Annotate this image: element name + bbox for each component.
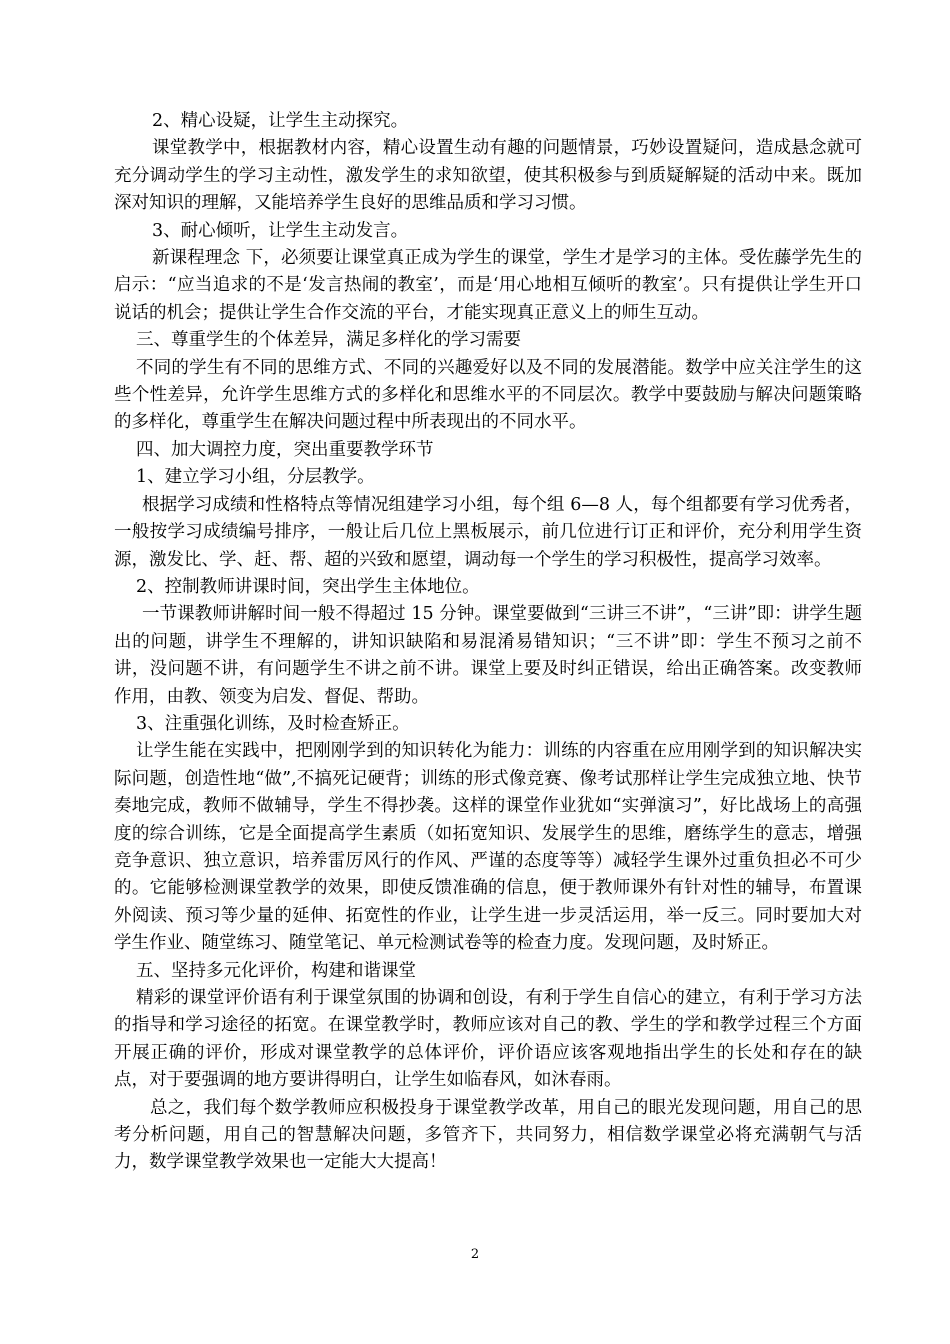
subsection-heading: 3、注重强化训练，及时检查矫正。 (136, 713, 410, 734)
paragraph: 课堂教学中，根据教材内容，精心设置生动有趣的问题情景，巧妙设置疑问，造成悬念就可充分调动学生的学习主动性，激发学生的求知欲望，使其积极参与到质疑解疑的活动中来。既加深对知识的理解，又能培养学生良好的思维品质和学习习惯。 (114, 138, 862, 214)
page-number: 2 (470, 1247, 480, 1262)
paragraph: 不同的学生有不同的思维方式、不同的兴趣爱好以及不同的发展潜能。数学中应关注学生的这些个性差异，允许学生思维方式的多样化和思维水平的不同层次。教学中要鼓励与解决问题策略的多样化，尊重学生在解决问题过程中所表现出的不同水平。 (114, 357, 862, 433)
paragraph: 让学生能在实践中，把刚刚学到的知识转化为能力：训练的内容重在应用刚学到的知识解决实际问题，创造性地“做”,不搞死记硬背；训练的形式像竞赛、像考试那样让学生完成独立地、快节奏地完成，教师不做辅导，学生不得抄袭。这样的课堂作业犹如“实弹演习”，好比战场上的高强度的综合训练，它是全面提高学生素质（如拓宽知识、发展学生的思维，磨练学生的意志，增强竞争意识、独立意识，培养雷厉风行的作风、严谨的态度等等）减轻学生课外过重负担必不可少的。它能够检测课堂教学的效果，即使反馈准确的信息，便于教师课外有针对性的辅导，布置课外阅读、预习等少量的延伸、拓宽性的作业，让学生进一步灵活运用，举一反三。同时要加大对学生作业、随堂练习、随堂笔记、单元检测试卷等的检查力度。发现问题，及时矫正。 (114, 741, 862, 954)
paragraph: 精彩的课堂评价语有利于课堂氛围的协调和创设，有利于学生自信心的建立，有利于学习方法的指导和学习途径的拓宽。在课堂教学时，教师应该对自己的教、学生的学和教学过程三个方面开展正确的评价，形成对课堂教学的总体评价，评价语应该客观地指出学生的长处和存在的缺点，对于要强调的地方要讲得明白，让学生如临春风，如沐春雨。 (114, 988, 862, 1091)
paragraph: 2、精心设疑，让学生主动探究。 (152, 111, 409, 131)
paragraph: 一节课教师讲解时间一般不得超过 15 分钟。课堂要做到“三讲三不讲”，“三讲”即：讲学生题出的问题，讲学生不理解的，讲知识缺陷和易混淆易错知识；“三不讲”即：学生不预习之前不讲，没问题不讲，有问题学生不讲之前不讲。课堂上要及时纠正错误，给出正确答案。改变教师作用，由教、领变为启发、督促、帮助。 (114, 604, 862, 707)
paragraph: 根据学习成绩和性格特点等情况组建学习小组，每个组 6—8 人，每个组都要有学习优秀者，一般按学习成绩编号排序，一般让后几位上黑板展示，前几位进行订正和评价，充分利用学生资源，激发比、学、赶、帮、超的兴致和愿望，调动每一个学生的学习积极性，提高学习效率。 (114, 494, 862, 570)
subsection-heading: 2、控制教师讲课时间，突出学生主体地位。 (136, 576, 480, 597)
section-heading: 五、坚持多元化评价，构建和谐课堂 (136, 960, 416, 981)
section-heading: 四、加大调控力度，突出重要教学环节 (136, 439, 434, 460)
paragraph: 新课程理念 下，必须要让课堂真正成为学生的课堂，学生才是学习的主体。受佐藤学先生的启示：“应当追求的不是‘发言热闹的教室’，而是‘用心地相互倾听的教室’。只有提供让学生开口说话的机会；提供让学生合作交流的平台，才能实现真正意义上的师生互动。 (114, 248, 862, 323)
subsection-heading: 1、建立学习小组，分层教学。 (136, 467, 375, 488)
document-body (114, 108, 862, 1177)
paragraph: 3、耐心倾听，让学生主动发言。 (152, 220, 409, 241)
paragraph: 总之，我们每个数学教师应积极投身于课堂教学改革，用自己的眼光发现问题，用自己的思考分析问题，用自己的智慧解决问题，多管齐下，共同努力，相信数学课堂必将充满朝气与活力，数学课堂教学效果也一定能大大提高！ (114, 1097, 862, 1173)
section-heading: 三、尊重学生的个体差异，满足多样化的学习需要 (136, 330, 521, 351)
